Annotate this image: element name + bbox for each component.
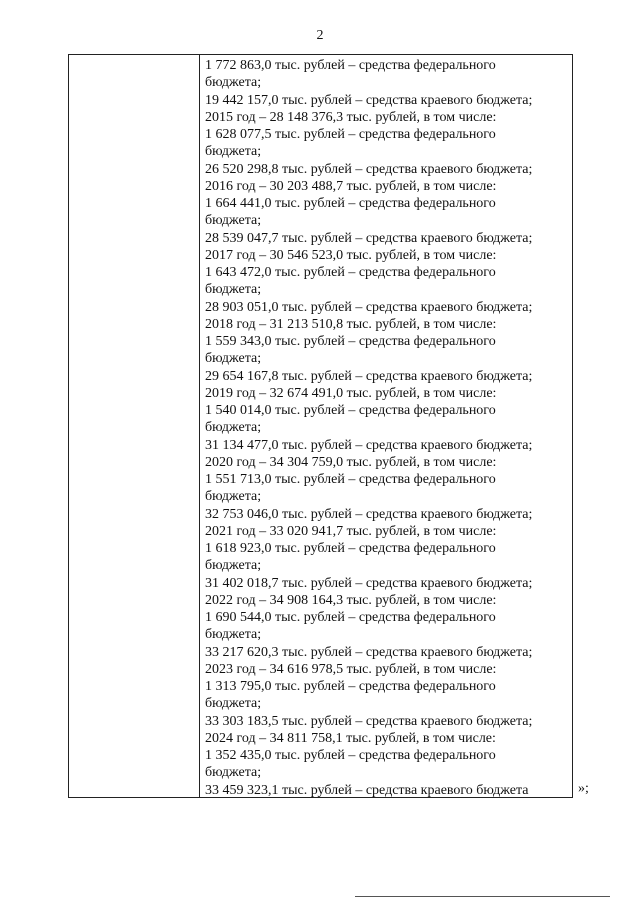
text-line: 1 690 544,0 тыс. рублей – средства федерального	[205, 610, 496, 625]
text-line: бюджета;	[205, 144, 262, 160]
text-line: 1 772 863,0 тыс. рублей – средства федерального	[205, 58, 496, 73]
text-line: 1 559 343,0 тыс. рублей – средства федерального	[205, 334, 496, 349]
text-line: 33 459 323,1 тыс. рублей – средства краевого бюджета	[205, 782, 529, 798]
text-line: 1 352 435,0 тыс. рублей – средства федерального	[205, 748, 496, 763]
text-line: 2023 год – 34 616 978,5 тыс. рублей, в том числе:	[205, 661, 497, 677]
text-line: 2015 год – 28 148 376,3 тыс. рублей, в том числе:	[205, 109, 497, 125]
funding-table	[68, 54, 573, 798]
text-line: 28 539 047,7 тыс. рублей – средства краевого бюджета;	[205, 230, 533, 246]
text-line: 2024 год – 34 811 758,1 тыс. рублей, в том числе:	[205, 730, 496, 746]
text-line: 1 664 441,0 тыс. рублей – средства федерального	[205, 196, 496, 211]
text-line: 1 628 077,5 тыс. рублей – средства федерального	[205, 127, 496, 142]
text-line: 2016 год – 30 203 488,7 тыс. рублей, в том числе:	[205, 178, 497, 194]
funding-cell-text	[205, 57, 571, 799]
text-line: 2019 год – 32 674 491,0 тыс. рублей, в том числе:	[205, 385, 497, 401]
text-line: бюджета;	[205, 558, 262, 574]
closing-quote-mark: »;	[578, 781, 589, 796]
footer-rule	[355, 896, 610, 897]
text-line: 1 618 923,0 тыс. рублей – средства федерального	[205, 541, 496, 556]
text-line: 2022 год – 34 908 164,3 тыс. рублей, в том числе:	[205, 592, 497, 608]
text-line: 33 303 183,5 тыс. рублей – средства краевого бюджета;	[205, 713, 533, 729]
text-line: бюджета;	[205, 282, 262, 298]
text-line: 26 520 298,8 тыс. рублей – средства краевого бюджета;	[205, 161, 533, 177]
text-line: 2018 год – 31 213 510,8 тыс. рублей, в том числе:	[205, 316, 497, 332]
text-line: 1 540 014,0 тыс. рублей – средства федерального	[205, 403, 496, 418]
text-line: 1 551 713,0 тыс. рублей – средства федерального	[205, 472, 496, 487]
text-line: бюджета;	[205, 765, 262, 781]
text-line: 31 402 018,7 тыс. рублей – средства краевого бюджета;	[205, 575, 533, 591]
text-line: 28 903 051,0 тыс. рублей – средства краевого бюджета;	[205, 299, 533, 315]
text-line: 1 313 795,0 тыс. рублей – средства федерального	[205, 679, 496, 694]
text-line: бюджета;	[205, 351, 262, 367]
text-line: бюджета;	[205, 489, 262, 505]
text-line: бюджета;	[205, 627, 262, 643]
text-line: 2017 год – 30 546 523,0 тыс. рублей, в том числе:	[205, 247, 497, 263]
text-line: 32 753 046,0 тыс. рублей – средства краевого бюджета;	[205, 506, 533, 522]
text-line: 2020 год – 34 304 759,0 тыс. рублей, в том числе:	[205, 454, 497, 470]
text-line: 1 643 472,0 тыс. рублей – средства федерального	[205, 265, 496, 280]
text-line: 31 134 477,0 тыс. рублей – средства краевого бюджета;	[205, 437, 533, 453]
text-line: бюджета;	[205, 213, 262, 229]
column-divider	[199, 55, 200, 797]
text-line: 2021 год – 33 020 941,7 тыс. рублей, в том числе:	[205, 523, 497, 539]
text-line: бюджета;	[205, 75, 262, 91]
text-line: бюджета;	[205, 696, 262, 712]
text-line: бюджета;	[205, 420, 262, 436]
text-line: 19 442 157,0 тыс. рублей – средства краевого бюджета;	[205, 92, 533, 108]
page-number: 2	[316, 28, 324, 43]
text-line: 29 654 167,8 тыс. рублей – средства краевого бюджета;	[205, 368, 533, 384]
text-line: 33 217 620,3 тыс. рублей – средства краевого бюджета;	[205, 644, 533, 660]
